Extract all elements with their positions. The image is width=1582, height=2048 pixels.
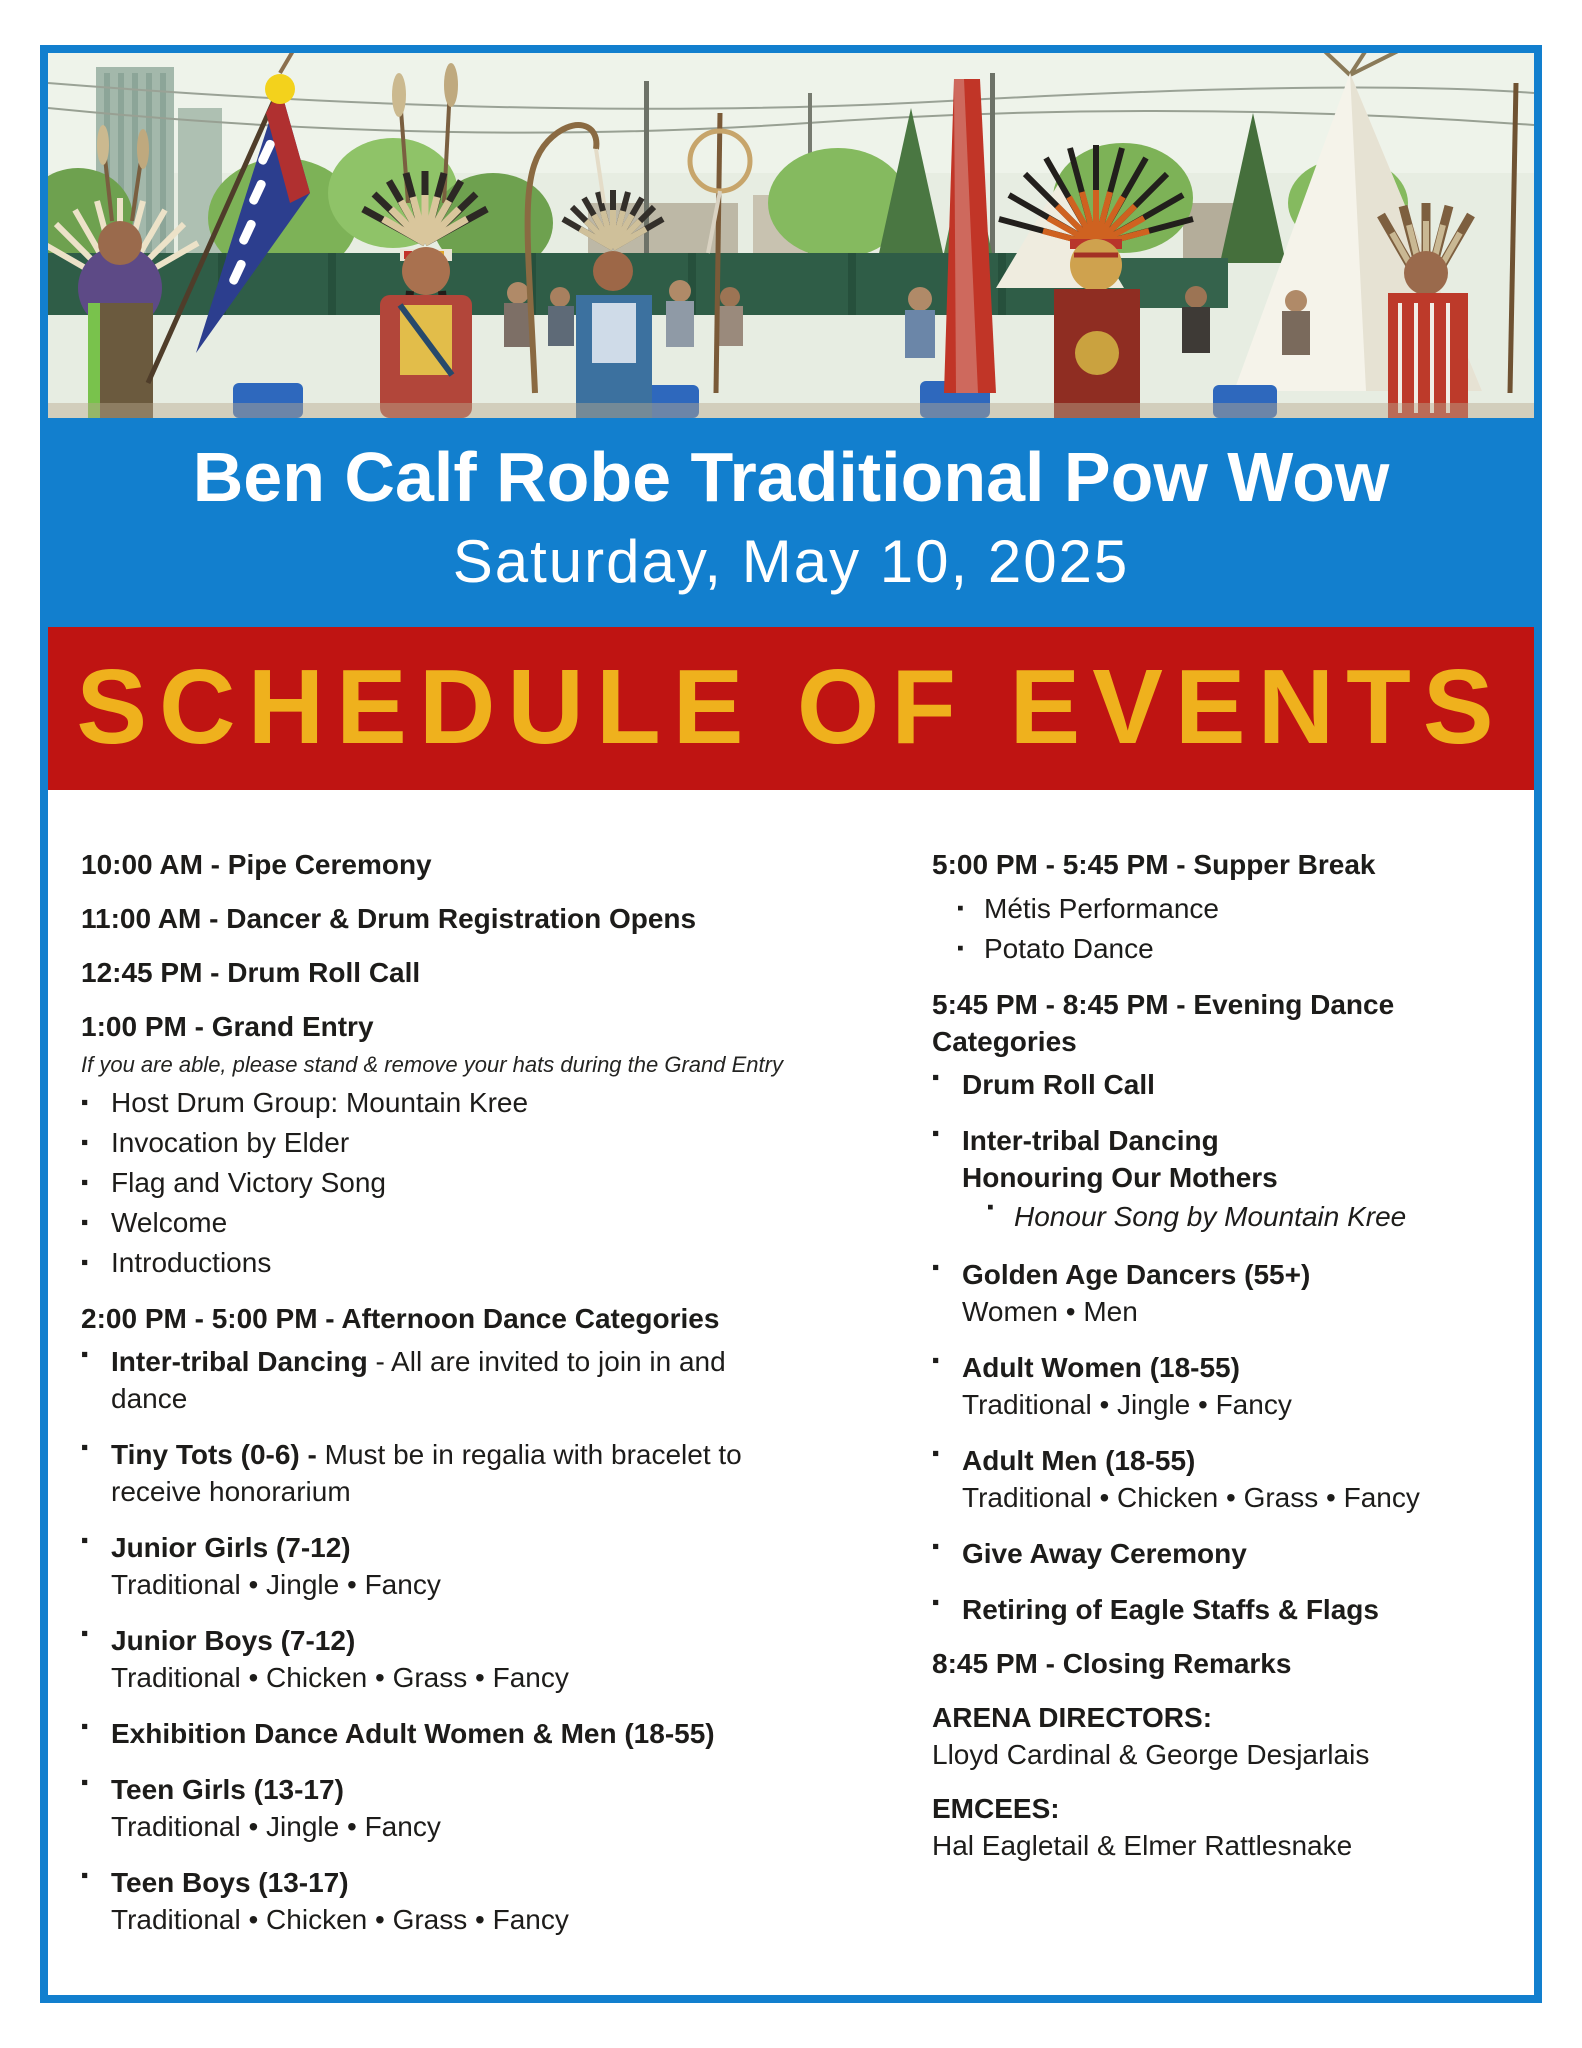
list-item-honour-song [962, 1197, 1510, 1237]
bullet-icon: ▪ [957, 898, 964, 919]
list-item [957, 929, 1510, 969]
item-description: Must be in regalia with bracelet to [324, 1439, 742, 1470]
item-description: Honour Song by Mountain Kree [1014, 1201, 1407, 1232]
supper-break-list [932, 889, 1510, 969]
list-item-label: Introductions [111, 1247, 272, 1278]
item-description-line2: receive honorarium [111, 1476, 351, 1507]
arena-directors-names: Lloyd Cardinal & George Desjarlais [932, 1739, 1370, 1770]
list-item-drum-roll-call [932, 1066, 1510, 1103]
schedule-content [48, 790, 1534, 1995]
item-title: Exhibition Dance Adult Women & Men (18-55) [111, 1718, 715, 1749]
list-item [81, 1243, 881, 1283]
poster-frame [40, 45, 1542, 2003]
bullet-icon: ▪ [932, 1535, 940, 1558]
photo-ground [48, 403, 1534, 418]
list-item-intertribal [81, 1343, 881, 1417]
list-item-give-away [932, 1535, 1510, 1572]
item-description: - All are invited to join in and [367, 1346, 726, 1377]
event-title: Ben Calf Robe Traditional Pow Wow [192, 438, 1390, 516]
title-banner [48, 418, 1534, 627]
event-heading-registration: 11:00 AM - Dancer & Drum Registration Opens [81, 903, 697, 934]
item-styles: Women • Men [962, 1296, 1138, 1327]
item-styles: Traditional • Jingle • Fancy [962, 1389, 1292, 1420]
emcees-names: Hal Eagletail & Elmer Rattlesnake [932, 1830, 1353, 1861]
list-item [81, 1203, 881, 1243]
powwow-photo [48, 53, 1534, 418]
event-date: Saturday, May 10, 2025 [452, 528, 1130, 595]
bullet-icon: ▪ [81, 1211, 89, 1234]
list-item-junior-boys [81, 1622, 881, 1696]
item-title: Inter-tribal Dancing [962, 1125, 1219, 1156]
bullet-icon: ▪ [81, 1529, 89, 1552]
schedule-banner [48, 627, 1534, 790]
list-item-label: Welcome [111, 1207, 228, 1238]
list-item-teen-boys [81, 1864, 881, 1938]
item-title: Give Away Ceremony [962, 1538, 1247, 1569]
heading-line2: Categories [932, 1026, 1077, 1057]
bullet-icon: ▪ [81, 1715, 89, 1738]
item-styles: Traditional • Chicken • Grass • Fancy [111, 1904, 569, 1935]
list-item-adult-women [932, 1349, 1510, 1423]
list-item-label: Invocation by Elder [111, 1127, 350, 1158]
bullet-icon: ▪ [932, 1122, 940, 1145]
list-item-teen-girls [81, 1771, 881, 1845]
list-item-junior-girls [81, 1529, 881, 1603]
list-item-label: Métis Performance [984, 893, 1219, 924]
heading-line1: 5:45 PM - 8:45 PM - Evening Dance [932, 989, 1395, 1020]
item-title: Junior Girls (7-12) [111, 1532, 351, 1563]
bullet-icon: ▪ [81, 1171, 89, 1194]
list-item-label: Flag and Victory Song [111, 1167, 386, 1198]
event-heading-afternoon-categories: 2:00 PM - 5:00 PM - Afternoon Dance Categories [81, 1303, 720, 1334]
schedule-left-column [81, 846, 881, 1938]
schedule-right-column [932, 846, 1510, 1864]
grand-entry-list [81, 1083, 881, 1283]
item-styles: Traditional • Jingle • Fancy [111, 1569, 441, 1600]
list-item [957, 889, 1510, 929]
item-title: Tiny Tots (0-6) - [111, 1439, 325, 1470]
list-item-adult-men [932, 1442, 1510, 1516]
item-title: Teen Boys (13-17) [111, 1867, 349, 1898]
bullet-icon: ▪ [81, 1343, 89, 1366]
item-description-line2: dance [111, 1383, 188, 1414]
bullet-icon: ▪ [932, 1442, 940, 1465]
item-styles: Traditional • Chicken • Grass • Fancy [111, 1662, 569, 1693]
list-item-label: Host Drum Group: Mountain Kree [111, 1087, 529, 1118]
event-heading-grand-entry: 1:00 PM - Grand Entry [81, 1011, 374, 1042]
arena-directors-label: ARENA DIRECTORS: [932, 1702, 1213, 1733]
bullet-icon: ▪ [987, 1197, 994, 1218]
event-heading-drum-roll-call: 12:45 PM - Drum Roll Call [81, 957, 421, 988]
list-item-retiring-staffs [932, 1591, 1510, 1628]
list-item-label: Potato Dance [984, 933, 1154, 964]
bullet-icon: ▪ [81, 1131, 89, 1154]
bullet-icon: ▪ [81, 1091, 89, 1114]
item-title-line2: Honouring Our Mothers [962, 1162, 1278, 1193]
item-title: Teen Girls (13-17) [111, 1774, 344, 1805]
item-title: Adult Men (18-55) [962, 1445, 1196, 1476]
list-item-golden-age [932, 1256, 1510, 1330]
item-title: Adult Women (18-55) [962, 1352, 1240, 1383]
list-item-intertribal-evening [932, 1122, 1510, 1237]
list-item [81, 1123, 881, 1163]
item-title: Retiring of Eagle Staffs & Flags [962, 1594, 1379, 1625]
item-title: Golden Age Dancers (55+) [962, 1259, 1311, 1290]
schedule-banner-label: SCHEDULE OF EVENTS [76, 647, 1506, 766]
bullet-icon: ▪ [81, 1864, 89, 1887]
bullet-icon: ▪ [81, 1251, 89, 1274]
bullet-icon: ▪ [81, 1436, 89, 1459]
event-heading-closing-remarks: 8:45 PM - Closing Remarks [932, 1648, 1292, 1679]
item-styles: Traditional • Chicken • Grass • Fancy [962, 1482, 1420, 1513]
emcees-label: EMCEES: [932, 1793, 1060, 1824]
list-item [81, 1163, 881, 1203]
bullet-icon: ▪ [81, 1622, 89, 1645]
item-styles: Traditional • Jingle • Fancy [111, 1811, 441, 1842]
event-heading-pipe-ceremony: 10:00 AM - Pipe Ceremony [81, 849, 432, 880]
item-title: Drum Roll Call [962, 1069, 1155, 1100]
bullet-icon: ▪ [932, 1591, 940, 1614]
bullet-icon: ▪ [81, 1771, 89, 1794]
event-heading-supper-break: 5:00 PM - 5:45 PM - Supper Break [932, 849, 1376, 880]
event-heading-evening-categories [932, 986, 1510, 1060]
item-title: Junior Boys (7-12) [111, 1625, 356, 1656]
item-title: Inter-tribal Dancing [111, 1346, 368, 1377]
list-item [81, 1083, 881, 1123]
bullet-icon: ▪ [957, 938, 964, 959]
bullet-icon: ▪ [932, 1256, 940, 1279]
bullet-icon: ▪ [932, 1066, 940, 1089]
list-item-tiny-tots [81, 1436, 881, 1510]
hero-section [48, 53, 1534, 627]
grand-entry-note: If you are able, please stand & remove your hats during the Grand Entry [81, 1052, 783, 1077]
list-item-exhibition [81, 1715, 881, 1752]
bullet-icon: ▪ [932, 1349, 940, 1372]
